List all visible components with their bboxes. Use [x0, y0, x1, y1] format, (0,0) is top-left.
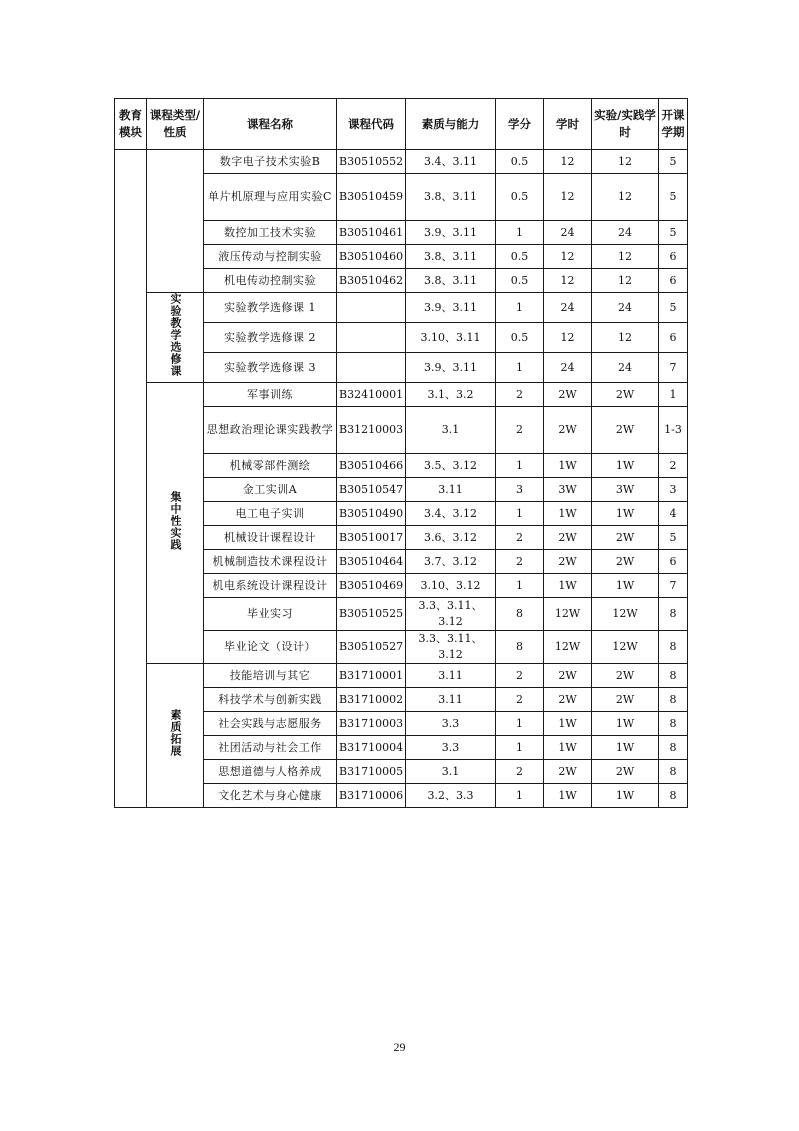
cell-term: 7 [659, 353, 688, 383]
module-cell [115, 150, 147, 808]
cell-name: 电工电子实训 [204, 502, 337, 526]
cell-lab-hours: 12 [592, 150, 659, 174]
cell-ability: 3.1、3.2 [406, 383, 496, 407]
cell-credit: 0.5 [496, 269, 544, 293]
cell-code: B30510527 [337, 631, 406, 664]
cell-credit: 2 [496, 407, 544, 454]
cell-code: B31710006 [337, 784, 406, 808]
cell-term: 8 [659, 631, 688, 664]
cell-lab-hours: 24 [592, 353, 659, 383]
cell-term: 5 [659, 150, 688, 174]
cell-credit: 0.5 [496, 150, 544, 174]
cell-term: 4 [659, 502, 688, 526]
cell-credit: 2 [496, 664, 544, 688]
cell-hours: 2W [544, 688, 592, 712]
cell-credit: 1 [496, 502, 544, 526]
cell-term: 1-3 [659, 407, 688, 454]
cell-ability: 3.5、3.12 [406, 454, 496, 478]
cell-name: 思想道德与人格养成 [204, 760, 337, 784]
cell-hours: 24 [544, 353, 592, 383]
cell-code: B30510462 [337, 269, 406, 293]
cell-credit: 0.5 [496, 245, 544, 269]
cell-lab-hours: 24 [592, 221, 659, 245]
cell-lab-hours: 2W [592, 664, 659, 688]
cell-term: 5 [659, 174, 688, 221]
cell-code: B32410001 [337, 383, 406, 407]
cell-lab-hours: 3W [592, 478, 659, 502]
cell-credit: 2 [496, 550, 544, 574]
cell-hours: 24 [544, 293, 592, 323]
cell-ability: 3.9、3.11 [406, 221, 496, 245]
cell-lab-hours: 1W [592, 502, 659, 526]
cell-credit: 1 [496, 454, 544, 478]
cell-ability: 3.11 [406, 688, 496, 712]
cell-code: B30510464 [337, 550, 406, 574]
cell-ability: 3.9、3.11 [406, 353, 496, 383]
cell-code: B30510469 [337, 574, 406, 598]
course-type-cell [147, 383, 204, 664]
cell-code: B31710005 [337, 760, 406, 784]
cell-ability: 3.10、3.12 [406, 574, 496, 598]
header-lab-hours: 实验/实践学时 [592, 99, 659, 150]
cell-term: 1 [659, 383, 688, 407]
cell-lab-hours: 1W [592, 736, 659, 760]
cell-term: 6 [659, 245, 688, 269]
cell-code [337, 293, 406, 323]
cell-hours: 1W [544, 736, 592, 760]
cell-lab-hours: 12W [592, 631, 659, 664]
cell-hours: 1W [544, 784, 592, 808]
cell-term: 8 [659, 664, 688, 688]
cell-hours: 12 [544, 269, 592, 293]
cell-name: 机电系统设计课程设计 [204, 574, 337, 598]
cell-hours: 12 [544, 245, 592, 269]
cell-ability: 3.1 [406, 407, 496, 454]
cell-credit: 2 [496, 526, 544, 550]
cell-name: 机械设计课程设计 [204, 526, 337, 550]
cell-lab-hours: 2W [592, 526, 659, 550]
cell-name: 社团活动与社会工作 [204, 736, 337, 760]
cell-term: 8 [659, 712, 688, 736]
cell-ability: 3.10、3.11 [406, 323, 496, 353]
cell-hours: 12 [544, 323, 592, 353]
cell-hours: 24 [544, 221, 592, 245]
cell-name: 科技学术与创新实践 [204, 688, 337, 712]
cell-name: 毕业实习 [204, 598, 337, 631]
header-module: 教育模块 [115, 99, 147, 150]
cell-name: 文化艺术与身心健康 [204, 784, 337, 808]
cell-ability: 3.3、3.11、3.12 [406, 598, 496, 631]
cell-name: 单片机原理与应用实验C [204, 174, 337, 221]
cell-credit: 1 [496, 574, 544, 598]
table-row [115, 293, 688, 323]
cell-credit: 0.5 [496, 323, 544, 353]
cell-credit: 1 [496, 221, 544, 245]
header-name: 课程名称 [204, 99, 337, 150]
cell-hours: 12W [544, 598, 592, 631]
cell-ability: 3.11 [406, 478, 496, 502]
cell-code: B31710003 [337, 712, 406, 736]
cell-name: 数控加工技术实验 [204, 221, 337, 245]
cell-lab-hours: 12 [592, 269, 659, 293]
cell-hours: 12 [544, 174, 592, 221]
cell-credit: 1 [496, 353, 544, 383]
course-type-label: 集中性实践 [169, 490, 182, 551]
cell-credit: 3 [496, 478, 544, 502]
cell-hours: 2W [544, 407, 592, 454]
cell-name: 金工实训A [204, 478, 337, 502]
cell-term: 5 [659, 526, 688, 550]
header-credit: 学分 [496, 99, 544, 150]
cell-name: 数字电子技术实验B [204, 150, 337, 174]
cell-code [337, 323, 406, 353]
cell-lab-hours: 1W [592, 574, 659, 598]
cell-credit: 2 [496, 760, 544, 784]
course-type-cell [147, 293, 204, 383]
header-hours: 学时 [544, 99, 592, 150]
cell-credit: 1 [496, 293, 544, 323]
header-term: 开课学期 [659, 99, 688, 150]
course-type-label: 实验教学选修课 [169, 293, 182, 377]
page-number: 29 [393, 1040, 406, 1054]
cell-code: B30510490 [337, 502, 406, 526]
course-type-cell [147, 150, 204, 293]
cell-hours: 3W [544, 478, 592, 502]
cell-name: 实验教学选修课 2 [204, 323, 337, 353]
cell-hours: 1W [544, 502, 592, 526]
cell-term: 8 [659, 784, 688, 808]
cell-term: 6 [659, 550, 688, 574]
table-row [115, 150, 688, 174]
course-type-cell [147, 664, 204, 808]
cell-credit: 2 [496, 688, 544, 712]
cell-term: 6 [659, 269, 688, 293]
cell-code: B30510017 [337, 526, 406, 550]
cell-code: B30510466 [337, 454, 406, 478]
header-row [115, 99, 688, 150]
cell-ability: 3.8、3.11 [406, 269, 496, 293]
cell-ability: 3.4、3.11 [406, 150, 496, 174]
cell-ability: 3.11 [406, 664, 496, 688]
cell-name: 思想政治理论课实践教学 [204, 407, 337, 454]
cell-lab-hours: 12W [592, 598, 659, 631]
cell-ability: 3.4、3.12 [406, 502, 496, 526]
cell-lab-hours: 24 [592, 293, 659, 323]
cell-code: B30510461 [337, 221, 406, 245]
cell-credit: 8 [496, 631, 544, 664]
table-row [115, 383, 688, 407]
cell-code: B30510552 [337, 150, 406, 174]
cell-name: 机械制造技术课程设计 [204, 550, 337, 574]
cell-hours: 2W [544, 526, 592, 550]
header-type: 课程类型/性质 [147, 99, 204, 150]
table-row [115, 664, 688, 688]
course-table [114, 98, 688, 808]
cell-ability: 3.3、3.11、3.12 [406, 631, 496, 664]
cell-hours: 2W [544, 760, 592, 784]
cell-term: 6 [659, 323, 688, 353]
cell-name: 液压传动与控制实验 [204, 245, 337, 269]
cell-code [337, 353, 406, 383]
cell-term: 7 [659, 574, 688, 598]
cell-hours: 12W [544, 631, 592, 664]
cell-name: 社会实践与志愿服务 [204, 712, 337, 736]
cell-lab-hours: 1W [592, 712, 659, 736]
cell-credit: 8 [496, 598, 544, 631]
cell-code: B31210003 [337, 407, 406, 454]
cell-term: 8 [659, 688, 688, 712]
cell-hours: 1W [544, 574, 592, 598]
cell-name: 毕业论文（设计） [204, 631, 337, 664]
cell-name: 实验教学选修课 3 [204, 353, 337, 383]
cell-hours: 1W [544, 454, 592, 478]
cell-term: 8 [659, 760, 688, 784]
cell-name: 实验教学选修课 1 [204, 293, 337, 323]
cell-code: B30510460 [337, 245, 406, 269]
cell-term: 5 [659, 221, 688, 245]
cell-lab-hours: 2W [592, 760, 659, 784]
cell-term: 3 [659, 478, 688, 502]
cell-name: 技能培训与其它 [204, 664, 337, 688]
cell-ability: 3.9、3.11 [406, 293, 496, 323]
cell-code: B31710004 [337, 736, 406, 760]
cell-code: B30510547 [337, 478, 406, 502]
cell-credit: 1 [496, 736, 544, 760]
cell-hours: 1W [544, 712, 592, 736]
cell-ability: 3.8、3.11 [406, 174, 496, 221]
cell-credit: 0.5 [496, 174, 544, 221]
cell-lab-hours: 12 [592, 174, 659, 221]
cell-ability: 3.3 [406, 736, 496, 760]
cell-lab-hours: 12 [592, 323, 659, 353]
cell-lab-hours: 2W [592, 383, 659, 407]
cell-name: 军事训练 [204, 383, 337, 407]
cell-code: B30510525 [337, 598, 406, 631]
cell-term: 2 [659, 454, 688, 478]
cell-credit: 1 [496, 784, 544, 808]
header-ability: 素质与能力 [406, 99, 496, 150]
cell-lab-hours: 2W [592, 550, 659, 574]
header-code: 课程代码 [337, 99, 406, 150]
cell-hours: 12 [544, 150, 592, 174]
cell-hours: 2W [544, 383, 592, 407]
cell-term: 8 [659, 736, 688, 760]
cell-lab-hours: 12 [592, 245, 659, 269]
cell-name: 机电传动控制实验 [204, 269, 337, 293]
cell-ability: 3.6、3.12 [406, 526, 496, 550]
cell-lab-hours: 1W [592, 784, 659, 808]
cell-lab-hours: 2W [592, 407, 659, 454]
cell-hours: 2W [544, 664, 592, 688]
course-type-label: 素质拓展 [169, 709, 182, 757]
cell-ability: 3.1 [406, 760, 496, 784]
cell-name: 机械零部件测绘 [204, 454, 337, 478]
cell-lab-hours: 1W [592, 454, 659, 478]
cell-ability: 3.8、3.11 [406, 245, 496, 269]
cell-ability: 3.2、3.3 [406, 784, 496, 808]
cell-term: 5 [659, 293, 688, 323]
cell-code: B31710002 [337, 688, 406, 712]
cell-credit: 2 [496, 383, 544, 407]
cell-code: B31710001 [337, 664, 406, 688]
cell-code: B30510459 [337, 174, 406, 221]
course-table-body [115, 150, 688, 808]
cell-credit: 1 [496, 712, 544, 736]
cell-term: 8 [659, 598, 688, 631]
cell-lab-hours: 2W [592, 688, 659, 712]
cell-hours: 2W [544, 550, 592, 574]
cell-ability: 3.7、3.12 [406, 550, 496, 574]
cell-ability: 3.3 [406, 712, 496, 736]
